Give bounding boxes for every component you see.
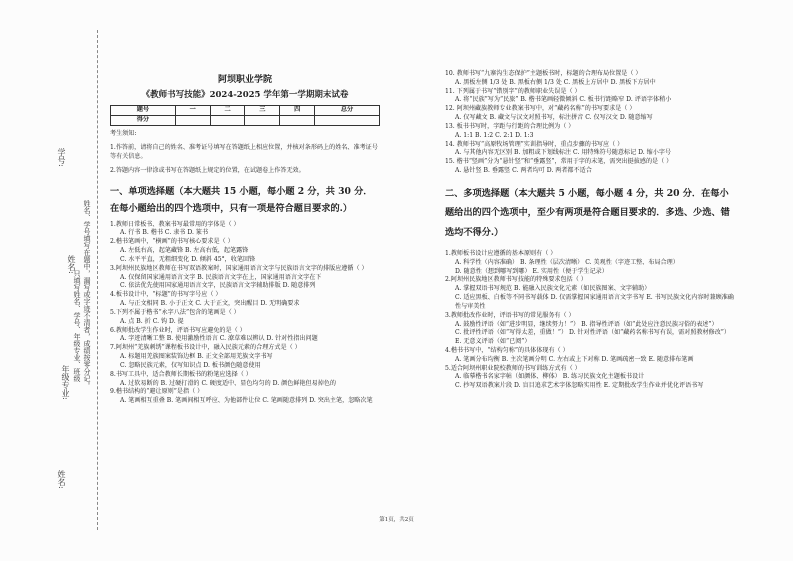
question-text: 5.适合阿坝州职业院校教师的书写训练方式有（ ） — [445, 364, 581, 372]
question-options: C. 适应黑板、白板等不同书写载体 D. 仅需掌握国家通用语言文字书写 E. 书写民族文化内容时兼顾准确性与审美性 — [455, 294, 734, 310]
question-text: 6.教师批改学生作业时，评语书写应避免的是（ ） — [110, 326, 246, 334]
score-cell — [210, 116, 245, 126]
question-text: 13. 板书书写时，字距与行距的合理比例为（ ） — [445, 122, 575, 130]
question-options: C. 水平平直，无粗细变化 D. 倾斜 45°，收笔回锋 — [120, 255, 256, 263]
question-options: A. 与其他内容无区别 B. 加粗或下划线标注 C. 用特殊符号随意标记 D. 缩小字号 — [455, 149, 672, 157]
question-text: 2.阿坝州民族地区教师书写技能的特殊要求包括（ ） — [445, 276, 587, 284]
score-cell — [280, 116, 315, 126]
question-text: 3.教师批改作业时，评语书写的常见服务有（ ） — [445, 311, 575, 319]
question-options: A. 笔画分布均衡 B. 主次笔画分明 C. 左右或上下对称 D. 笔画疏密一致 E. 随意排布笔画 — [455, 355, 694, 363]
notice-item-2: 2.答题内容一律涂或书写在答题纸上规定的位置，在试题卷上作答无效。 — [110, 166, 305, 174]
exam-title: 《教师书写技能》2024-2025 学年第一学期期末试卷 — [141, 90, 349, 101]
score-cell — [315, 116, 380, 126]
score-header-cell: 三 — [245, 106, 280, 116]
question-text: 2.楷书笔画中，“横画”的书写核心要求是（ ） — [110, 238, 234, 246]
question-text: 1.教师板书设计应遵循的基本原则有（ ） — [445, 249, 557, 257]
question-text: 4.楷书书写中，“结构匀称”的具体体现有（ ） — [445, 346, 569, 354]
notice-block — [110, 130, 380, 175]
left-column — [110, 70, 380, 406]
question-text: 3.阿坝州民族地区教师在书写双语教案时，国家通用语言文字与民族语言文字的排版应遵循（ ） — [110, 264, 368, 272]
score-header-cell: 四 — [280, 106, 315, 116]
section1-questions-continued — [445, 70, 735, 176]
question-options: A. 标题用羌族图案装饰边框 B. 正文全部用羌族文字书写 — [120, 353, 273, 361]
question-text: 8.书写工具中，适合教师长期板书的粉笔应选择（ ） — [110, 370, 252, 378]
score-value-row — [111, 116, 380, 126]
question-options: A. 过软易断的 B. 过硬打滑的 C. 硬度适中、显色均匀的 D. 颜色鲜艳但易掉色的 — [120, 379, 337, 387]
question-options: A. 仅保留国家通用语言文字 B. 民族语言文字在上，国家通用语言文字在下 — [120, 273, 322, 281]
page-footer: 第1页，共2页 — [379, 517, 414, 523]
question-options: A. 将“民族”写为“民旅” B. 楷书笔画轻微倾斜 C. 板书行距略窄 D. 评语字体稍小 — [455, 96, 672, 104]
question-options: A. 仅写藏文 B. 藏文与汉文对照书写，标注拼音 C. 仅写汉文 D. 随意缩写 — [455, 114, 653, 122]
question-options: C. 批评性评语（如“写得太差，重做！”） D. 针对性评语（如“藏药名称书写有误，需对照教材修改”） E. 无意义评语（如“已阅”） — [455, 329, 731, 346]
question-options: D. 随意性（想到哪写到哪） E. 实用性（便于学生记录） — [455, 267, 608, 275]
name-label-bottom: 姓名: — [57, 470, 66, 489]
grade-major-label: 年级专业: — [61, 365, 70, 400]
name-label: 姓名: — [67, 255, 76, 274]
score-header-cell: 二 — [210, 106, 245, 116]
question-options: A. 科学性（内容准确） B. 条理性（层次清晰） C. 美观性（字迹工整、布局合理） — [455, 258, 679, 266]
notice-item-1: 1.作答前，请将自己的姓名、准考证号填写在答题纸上相应位置，并核对条形码上的姓名、准考证号等有关信息。 — [110, 144, 378, 161]
section1-questions — [110, 221, 380, 406]
question-text: 7.阿坝州“羌族刺绣”课程板书设计中，融入民族元素的合理方式是（ ） — [110, 344, 301, 352]
question-options: A. 左低右高，起笔藏锋 B. 左高右低，起笔露锋 — [120, 247, 249, 255]
question-text: 1.教师日常板书、教案书写最常用的字体是（ ） — [110, 220, 240, 228]
question-text: 11. 下列属于书写“错别字”的教师职业失误是（ ） — [445, 87, 581, 95]
question-text: 9.楷书结构的“避让原则”是指（ ） — [110, 388, 204, 396]
question-text: 12. 阿坝州藏族教师专业教案书写中，对“藏药名称”的书写要求是（ ） — [445, 105, 636, 113]
question-options: A. 1:1 B. 1:2 C. 2:1 D. 1:3 — [455, 131, 534, 139]
section1-heading: 一、单项选择题（本大题共 15 小题，每小题 2 分，共 30 分．在每小题给出的四个选项中，只有一项是符合题目要求的.） — [110, 185, 373, 215]
score-table — [110, 105, 380, 126]
question-options: A. 临摹楷书名家字帖（如颜体、柳体） B. 练习民族文化主题板书设计 — [455, 373, 645, 381]
question-options: A. 笔画相互重叠 B. 笔画间相互呼应、为他部件让位 C. 笔画随意排列 D. 突出主笔，忽略次笔 — [120, 397, 373, 405]
section2-questions — [445, 250, 735, 391]
score-header-cell: 题号 — [111, 106, 176, 116]
question-text: 15. 楷书“竖画”分为“悬针竖”和“垂露竖”，常用于字的末笔，需突出挺拔感的是（ ） — [445, 158, 673, 166]
question-options: A. 与正文相同 B. 小于正文 C. 大于正文，突出醒目 D. 无明确要求 — [120, 300, 300, 308]
binding-notice: 姓名、学号填写在题中，漏写或字迹不清者，成绩按零分记。 — [83, 200, 91, 389]
question-options: A. 行书 B. 楷书 C. 隶书 D. 篆书 — [120, 229, 209, 237]
question-options: A. 字迹清晰工整 B. 使用激励性语言 C. 潦草难以辨认 D. 针对性指出问题 — [120, 335, 318, 343]
question-options: A. 黑板左侧 1/3 处 B. 黑板右侧 1/3 处 C. 黑板上方居中 D. 黑板下方居中 — [455, 78, 656, 86]
question-text: 10. 教师书写“九寨沟生态保护”主题板书时，标题的合理布局位置是（ ） — [445, 70, 642, 77]
question-text: 5.下列不属于楷书“永字八法”包含的笔画是（ ） — [110, 308, 240, 316]
binding-line — [97, 30, 98, 530]
score-header-cell: 总分 — [315, 106, 380, 116]
question-options: C. 忽略民族元素，仅写知识点 D. 板书颜色随意使用 — [120, 361, 261, 369]
section2-heading: 二、多项选择题（本大题共 5 小题，每小题 4 分，共 20 分．在每小题给出的四个选项中，至少有两项是符合题目要求的．多选、少选、错选均不得分.） — [445, 187, 730, 238]
binding-notice-2: 只填写姓名、学号、年级专业、班级 — [73, 270, 81, 382]
question-text: 14. 教师书写“高原牧场管理”实训指导时，重点步骤的书写应（ ） — [445, 140, 624, 148]
score-row-label: 得分 — [111, 116, 176, 126]
question-options: A. 悬针竖 B. 垂露竖 C. 两者均可 D. 两者都不适合 — [455, 167, 592, 175]
question-options: A. 点 B. 折 C. 钩 D. 提 — [120, 317, 184, 325]
score-cell — [175, 116, 210, 126]
question-options: C. 抄写双语教案片段 D. 盲目追求艺术字体忽略实用性 E. 定期批改学生作业并优化评语书写 — [455, 382, 704, 390]
question-text: 4.板书设计中，“标题”的书写字号应（ ） — [110, 291, 222, 299]
notice-label: 考生须知: — [110, 130, 137, 138]
score-header-row — [111, 106, 380, 116]
score-header-cell: 一 — [175, 106, 210, 116]
student-id-label: 学号: — [57, 148, 66, 167]
question-options: C. 依法优先使用国家通用语言文字，民族语言文字辅助排版 D. 随意排列 — [120, 282, 316, 290]
question-options: A. 鼓励性评语（如“进步明显，继续努力！”） B. 指导性评语（如“此处应注意民族习俗的表述”） — [455, 320, 718, 328]
score-cell — [245, 116, 280, 126]
school-name: 阿坝职业学院 — [217, 75, 272, 85]
question-options: A. 掌握双语书写规范 B. 能融入民族文化元素（如民族图案、文字辅助） — [455, 285, 651, 293]
right-column — [445, 70, 735, 391]
